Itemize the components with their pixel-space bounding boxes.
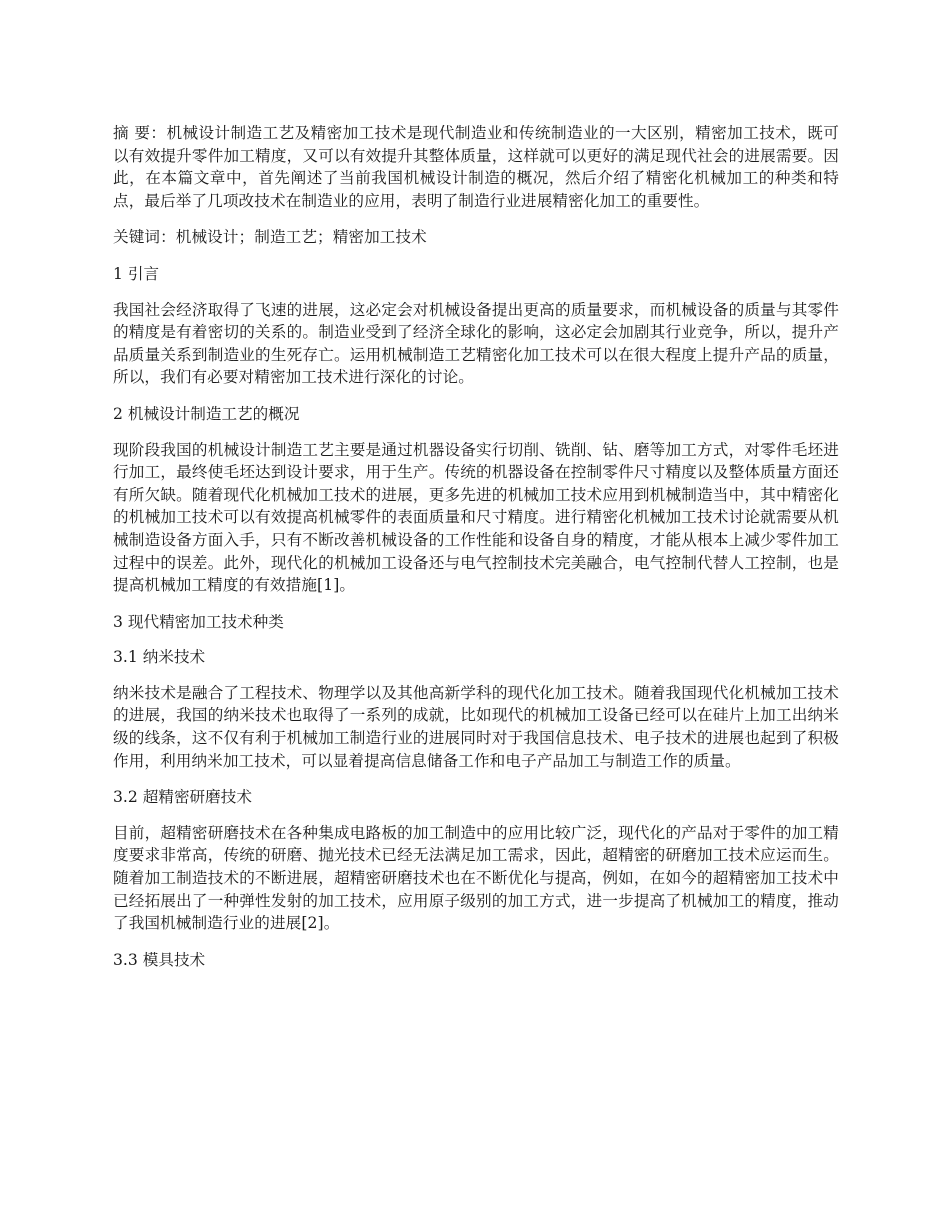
section-heading-overview: 2 机械设计制造工艺的概况: [113, 404, 300, 423]
section-body-introduction: 我国社会经济取得了飞速的进展，这必定会对机械设备提出更高的质量要求，而机械设备的质量与其零件的精度是有着密切的关系的。制造业受到了经济全球化的影响，这必定会加剧其行业竞争，所以，提升产品质量关系到制造业的生死存亡。运用机械制造工艺精密化加工技术可以在很大程度上提升产品的质量，所以，我们有必要对精密加工技术进行深化的讨论。: [113, 300, 839, 387]
section-heading-precision-types: 3 现代精密加工技术种类: [113, 612, 284, 631]
document-page: [113, 122, 839, 984]
section-body-overview: 现阶段我国的机械设计制造工艺主要是通过机器设备实行切削、铣削、钻、磨等加工方式，对零件毛坯进行加工，最终使毛坯达到设计要求，用于生产。传统的机器设备在控制零件尺寸精度以及整体质量方面还有所欠缺。随着现代化机械加工技术的进展，更多先进的机械加工技术应用到机械制造当中，其中精密化的机械加工技术可以有效提高机械零件的表面质量和尺寸精度。进行精密化机械加工技术讨论就需要从机械制造设备方面入手，只有不断改善机械设备的工作性能和设备自身的精度，才能从根本上减少零件加工过程中的误差。此外，现代化的机械加工设备还与电气控制技术完美融合，电气控制代替人工控制，也是提高机械加工精度的有效措施[1]。: [113, 440, 839, 595]
subsection-heading-mold: 3.3 模具技术: [113, 950, 206, 969]
subsection-body-nano: 纳米技术是融合了工程技术、物理学以及其他高新学科的现代化加工技术。随着我国现代化机械加工技术的进展，我国的纳米技术也取得了一系列的成就，比如现代的机械加工设备已经可以在硅片上加工出纳米级的线条，这不仅有利于机械加工制造行业的进展同时对于我国信息技术、电子技术的进展也起到了积极作用，利用纳米加工技术，可以显着提高信息储备工作和电子产品加工与制造工作的质量。: [113, 683, 839, 770]
subsection-heading-grinding: 3.2 超精密研磨技术: [113, 788, 252, 807]
keywords-line: 关键词：机械设计；制造工艺；精密加工技术: [113, 228, 427, 247]
subsection-body-grinding: 目前，超精密研磨技术在各种集成电路板的加工制造中的应用比较广泛，现代化的产品对于零件的加工精度要求非常高，传统的研磨、抛光技术已经无法满足加工需求，因此，超精密的研磨加工技术应运而生。随着加工制造技术的不断进展，超精密研磨技术也在不断优化与提高，例如，在如今的超精密加工技术中已经拓展出了一种弹性发射的加工技术，应用原子级别的加工方式，进一步提高了机械加工的精度，推动了我国机械制造行业的进展[2]。: [113, 823, 839, 933]
abstract-paragraph: 摘 要：机械设计制造工艺及精密加工技术是现代制造业和传统制造业的一大区别，精密加工技术，既可以有效提升零件加工精度，又可以有效提升其整体质量，这样就可以更好的满足现代社会的进展需要。因此，在本篇文章中，首先阐述了当前我国机械设计制造的概况，然后介绍了精密化机械加工的种类和特点，最后举了几项改技术在制造业的应用，表明了制造行业进展精密化加工的重要性。: [113, 124, 839, 210]
subsection-heading-nano: 3.1 纳米技术: [113, 648, 206, 667]
section-heading-introduction: 1 引言: [113, 264, 160, 283]
